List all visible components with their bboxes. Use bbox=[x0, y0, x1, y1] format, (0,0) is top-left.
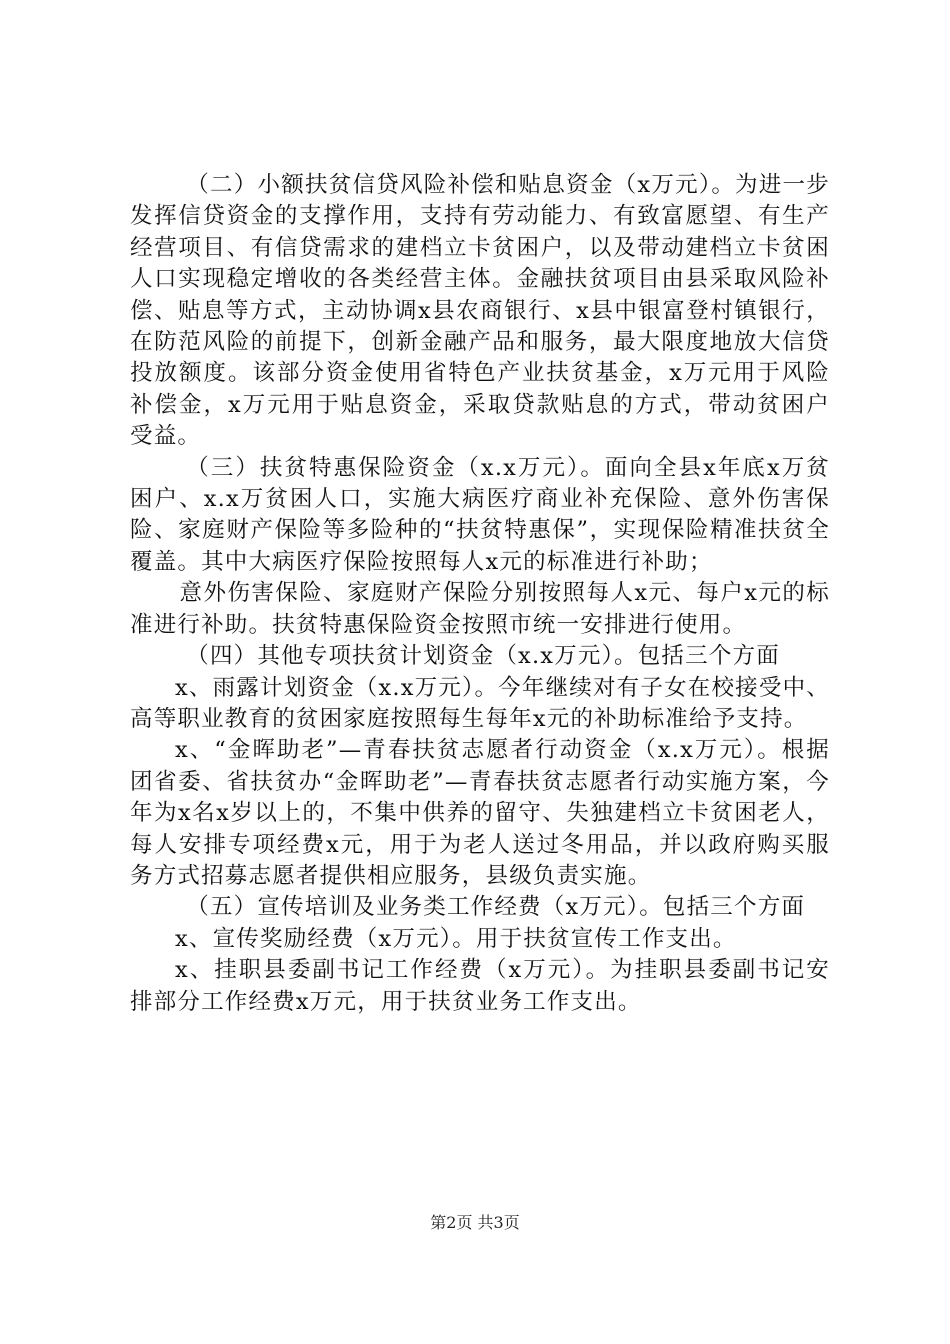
paragraph-deputy-secretary-fund: x、挂职县委副书记工作经费（x万元）。为挂职县委副书记安排部分工作经费x万元，用于扶贫业务工作支出。 bbox=[130, 957, 830, 1015]
paragraph-elderly-volunteer-fund: x、“金晖助老”—青春扶贫志愿者行动资金（x.x万元）。根据团省委、省扶贫办“金晖助老”—青春扶贫志愿者行动实施方案，今年为x名x岁以上的，不集中供养的留守、失独建档立卡贫困老人，每人安排专项经费x元，用于为老人送过冬用品，并以政府购买服务方式招募志愿者提供相应服务，县级负责实施。 bbox=[130, 737, 830, 889]
paragraph-publicity-training-fund: （五）宣传培训及业务类工作经费（x万元）。包括三个方面 bbox=[186, 894, 806, 921]
page-number-footer: 第2页 共3页 bbox=[430, 1213, 520, 1232]
paragraph-other-special-fund: （四）其他专项扶贫计划资金（x.x万元）。包括三个方面 bbox=[186, 643, 780, 670]
paragraph-insurance-fund: （三）扶贫特惠保险资金（x.x万元）。面向全县x年底x万贫困户、x.x万贫困人口，实施大病医疗商业补充保险、意外伤害保险、家庭财产保险等多险种的“扶贫特惠保”，实现保险精准扶贫全覆盖。其中大病医疗保险按照每人x元的标准进行补助； bbox=[130, 454, 830, 575]
paragraph-publicity-reward: x、宣传奖励经费（x万元）。用于扶贫宣传工作支出。 bbox=[175, 925, 737, 952]
paragraph-rain-dew-plan: x、雨露计划资金（x.x万元）。今年继续对有子女在校接受中、高等职业教育的贫困家庭按照每生每年x元的补助标准给予支持。 bbox=[130, 674, 830, 732]
paragraph-insurance-subsidy: 意外伤害保险、家庭财产保险分别按照每人x元、每户x元的标准进行补助。扶贫特惠保险资金按照市统一安排进行使用。 bbox=[130, 580, 830, 638]
document-body bbox=[130, 170, 830, 1018]
paragraph-microcredit-fund: （二）小额扶贫信贷风险补偿和贴息资金（x万元）。为进一步发挥信贷资金的支撑作用，支持有劳动能力、有致富愿望、有生产经营项目、有信贷需求的建档立卡贫困户，以及带动建档立卡贫困人口实现稳定增收的各类经营主体。金融扶贫项目由县采取风险补偿、贴息等方式，主动协调x县农商银行、x县中银富登村镇银行，在防范风险的前提下，创新金融产品和服务，最大限度地放大信贷投放额度。该部分资金使用省特色产业扶贫基金，x万元用于风险补偿金，x万元用于贴息资金，采取贷款贴息的方式，带动贫困户受益。 bbox=[130, 172, 830, 450]
